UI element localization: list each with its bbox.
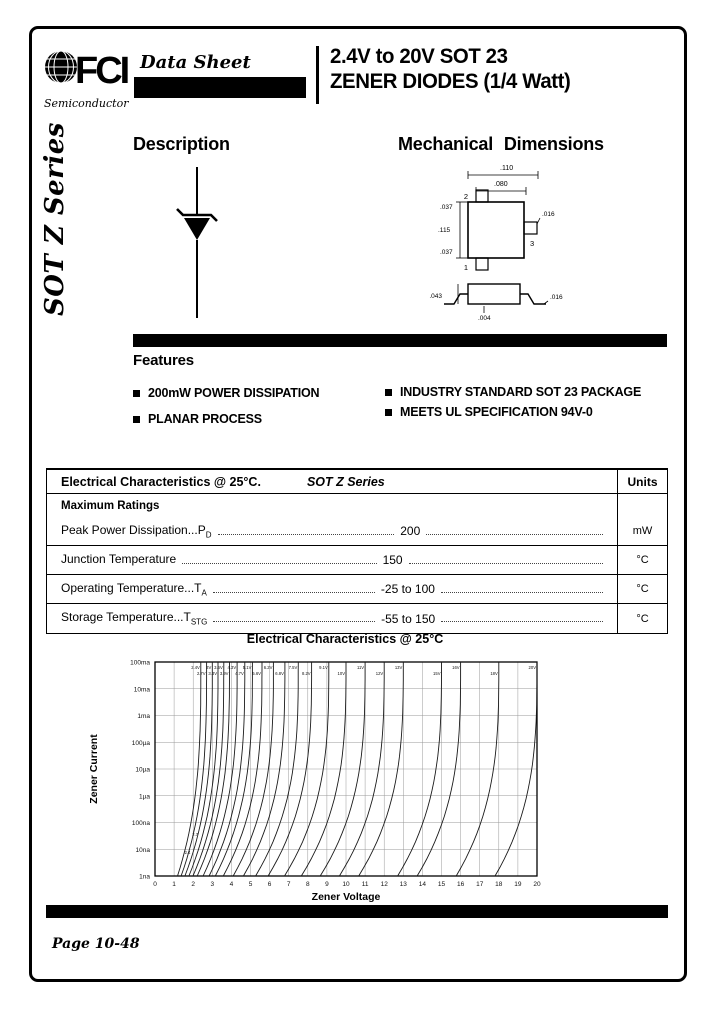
svg-text:2.4V: 2.4V bbox=[191, 665, 200, 670]
page-number: Page 10-48 bbox=[52, 936, 140, 952]
dim-label: .037 bbox=[440, 204, 453, 211]
svg-text:9: 9 bbox=[325, 881, 329, 888]
row-value: 150 bbox=[382, 553, 403, 567]
dotted-leader bbox=[182, 563, 376, 564]
svg-text:1na: 1na bbox=[139, 873, 150, 881]
table-title: Electrical Characteristics @ 25°C. bbox=[61, 474, 261, 489]
svg-text:16: 16 bbox=[456, 881, 465, 888]
fci-logo-graphic bbox=[44, 46, 144, 92]
pin-1-label: 1 bbox=[463, 263, 468, 272]
svg-text:3V: 3V bbox=[206, 665, 212, 670]
features-heading: Features bbox=[133, 352, 194, 369]
mechanical-drawing bbox=[418, 158, 568, 328]
svg-text:2.7V: 2.7V bbox=[196, 671, 206, 676]
svg-text:100µa: 100µa bbox=[131, 739, 150, 747]
svg-text:7.5V: 7.5V bbox=[288, 665, 298, 670]
feature-text: MEETS UL SPECIFICATION 94V-0 bbox=[400, 405, 593, 419]
svg-text:18V: 18V bbox=[490, 671, 498, 676]
svg-text:Zener Voltage: Zener Voltage bbox=[311, 891, 381, 903]
bullet-square-icon bbox=[133, 390, 140, 397]
svg-text:10ma: 10ma bbox=[133, 686, 150, 694]
units-cell: mW bbox=[617, 517, 667, 545]
svg-text:10V: 10V bbox=[337, 671, 345, 676]
svg-text:11: 11 bbox=[361, 881, 369, 888]
units-cell bbox=[617, 494, 667, 517]
zener-diode-symbol bbox=[150, 163, 250, 323]
svg-text:20V: 20V bbox=[528, 665, 536, 670]
table-row bbox=[47, 604, 667, 633]
row-label: Peak Power $Dissipation...P_D$ bbox=[61, 522, 212, 540]
feature-item bbox=[133, 386, 319, 400]
datasheet-black-bar bbox=[134, 77, 306, 98]
dim-label: .016 bbox=[542, 211, 555, 218]
dim-label: .110 bbox=[500, 165, 514, 172]
pin-3-label: 3 bbox=[530, 239, 535, 248]
svg-text:10µa: 10µa bbox=[135, 766, 150, 774]
svg-text:2: 2 bbox=[191, 881, 196, 888]
feature-text: 200mW POWER DISSIPATION bbox=[148, 386, 320, 400]
svg-text:11V: 11V bbox=[356, 665, 365, 670]
svg-text:13V: 13V bbox=[394, 665, 403, 670]
svg-text:2.7: 2.7 bbox=[192, 832, 199, 837]
dotted-leader bbox=[409, 563, 603, 564]
pin-2-label: 2 bbox=[463, 192, 468, 201]
svg-text:15: 15 bbox=[437, 881, 446, 888]
svg-text:1: 1 bbox=[172, 881, 176, 888]
svg-text:3: 3 bbox=[210, 881, 215, 888]
svg-text:5.6V: 5.6V bbox=[252, 671, 261, 676]
row-value: -25 to 100 bbox=[380, 582, 435, 596]
svg-text:19: 19 bbox=[514, 881, 522, 888]
svg-text:6.8V: 6.8V bbox=[275, 671, 284, 676]
dim-label: .016 bbox=[550, 294, 563, 301]
series-vertical-label: SOT Z Series bbox=[40, 122, 70, 316]
table-row bbox=[47, 517, 667, 546]
dim-label: .115 bbox=[438, 227, 451, 234]
row-label: Junction Temperature bbox=[61, 551, 177, 566]
header-divider bbox=[316, 46, 319, 104]
ratings-table bbox=[46, 468, 668, 634]
svg-text:10: 10 bbox=[342, 881, 350, 888]
svg-text:3.6V: 3.6V bbox=[214, 665, 223, 670]
feature-item bbox=[385, 405, 593, 419]
svg-text:14: 14 bbox=[418, 881, 427, 888]
svg-text:10na: 10na bbox=[135, 846, 150, 854]
dotted-leader bbox=[213, 621, 375, 622]
svg-text:1µa: 1µa bbox=[139, 793, 150, 801]
dim-label: .004 bbox=[478, 315, 491, 322]
svg-text:5.1V: 5.1V bbox=[242, 665, 252, 670]
svg-text:6: 6 bbox=[267, 881, 272, 888]
row-value: -55 to 150 bbox=[381, 611, 436, 626]
feature-text: PLANAR PROCESS bbox=[148, 412, 262, 426]
dotted-leader bbox=[441, 621, 603, 622]
title-line-2: ZENER DIODES (1/4 Watt) bbox=[330, 70, 571, 93]
svg-text:7: 7 bbox=[286, 881, 291, 888]
dotted-leader bbox=[441, 592, 603, 593]
section-label: Maximum Ratings bbox=[61, 499, 160, 512]
svg-text:6.2V: 6.2V bbox=[263, 665, 273, 670]
document-title bbox=[330, 44, 570, 94]
logo-subtitle: Semiconductor bbox=[44, 97, 129, 110]
table-row bbox=[47, 546, 667, 575]
table-section-row bbox=[47, 494, 667, 517]
units-cell: °C bbox=[617, 604, 667, 633]
dim-label: .037 bbox=[440, 249, 453, 256]
fci-logo bbox=[44, 46, 144, 110]
bullet-square-icon bbox=[385, 389, 392, 396]
dotted-leader bbox=[426, 534, 603, 535]
logo-text: FCI bbox=[75, 50, 128, 92]
svg-text:9.1V: 9.1V bbox=[319, 665, 328, 670]
svg-text:15V: 15V bbox=[433, 671, 441, 676]
svg-text:8: 8 bbox=[305, 881, 310, 888]
row-label: Storage $Temperature...T_{STG}$ bbox=[61, 610, 208, 627]
datasheet-label: Data Sheet bbox=[140, 52, 251, 73]
svg-text:18: 18 bbox=[495, 881, 503, 888]
feature-item bbox=[385, 385, 641, 399]
chart-title: Electrical Characteristics @ 25°C bbox=[246, 632, 444, 646]
svg-text:20: 20 bbox=[533, 881, 541, 888]
svg-text:4: 4 bbox=[229, 881, 234, 888]
feature-item bbox=[133, 412, 262, 426]
zener-iv-chart bbox=[85, 648, 555, 906]
dim-label: .080 bbox=[494, 181, 508, 188]
footer-black-bar bbox=[46, 905, 668, 918]
title-line-1: 2.4V to 20V SOT 23 bbox=[330, 45, 508, 68]
svg-text:12: 12 bbox=[380, 881, 388, 888]
svg-text:8.2V: 8.2V bbox=[301, 671, 311, 676]
svg-text:4.3V: 4.3V bbox=[227, 665, 237, 670]
svg-text:100ma: 100ma bbox=[130, 659, 150, 667]
svg-text:3.9V: 3.9V bbox=[219, 671, 229, 676]
features-divider-bar bbox=[133, 334, 667, 347]
row-label: Operating $Temperature...T_A$ bbox=[61, 580, 207, 598]
svg-text:1ma: 1ma bbox=[137, 713, 150, 720]
svg-text:16V: 16V bbox=[452, 665, 460, 670]
svg-text:5: 5 bbox=[248, 881, 253, 888]
units-column-header: Units bbox=[617, 470, 667, 493]
svg-text:13: 13 bbox=[399, 881, 407, 888]
feature-text: INDUSTRY STANDARD SOT 23 PACKAGE bbox=[400, 385, 642, 399]
dim-label: .043 bbox=[429, 293, 442, 300]
svg-text:0: 0 bbox=[153, 881, 157, 888]
svg-text:12V: 12V bbox=[375, 671, 384, 676]
description-heading: Description bbox=[133, 134, 230, 154]
svg-text:100na: 100na bbox=[131, 820, 150, 827]
units-cell: °C bbox=[617, 546, 667, 574]
table-series-label: SOT Z Series bbox=[306, 474, 385, 489]
table-header-row bbox=[47, 470, 667, 494]
svg-text:Zener Current: Zener Current bbox=[88, 734, 100, 804]
svg-text:2.4: 2.4 bbox=[184, 850, 191, 855]
units-cell: °C bbox=[617, 575, 667, 603]
table-row bbox=[47, 575, 667, 604]
bullet-square-icon bbox=[133, 416, 140, 423]
svg-text:4.7V: 4.7V bbox=[235, 671, 244, 676]
row-value: 200 bbox=[400, 524, 421, 538]
bullet-square-icon bbox=[385, 409, 392, 416]
svg-text:17: 17 bbox=[476, 881, 484, 888]
dotted-leader bbox=[213, 592, 375, 593]
dotted-leader bbox=[218, 534, 395, 535]
svg-text:3.3V: 3.3V bbox=[208, 671, 218, 676]
mechanical-heading: Mechanical Dimensions bbox=[398, 134, 604, 154]
